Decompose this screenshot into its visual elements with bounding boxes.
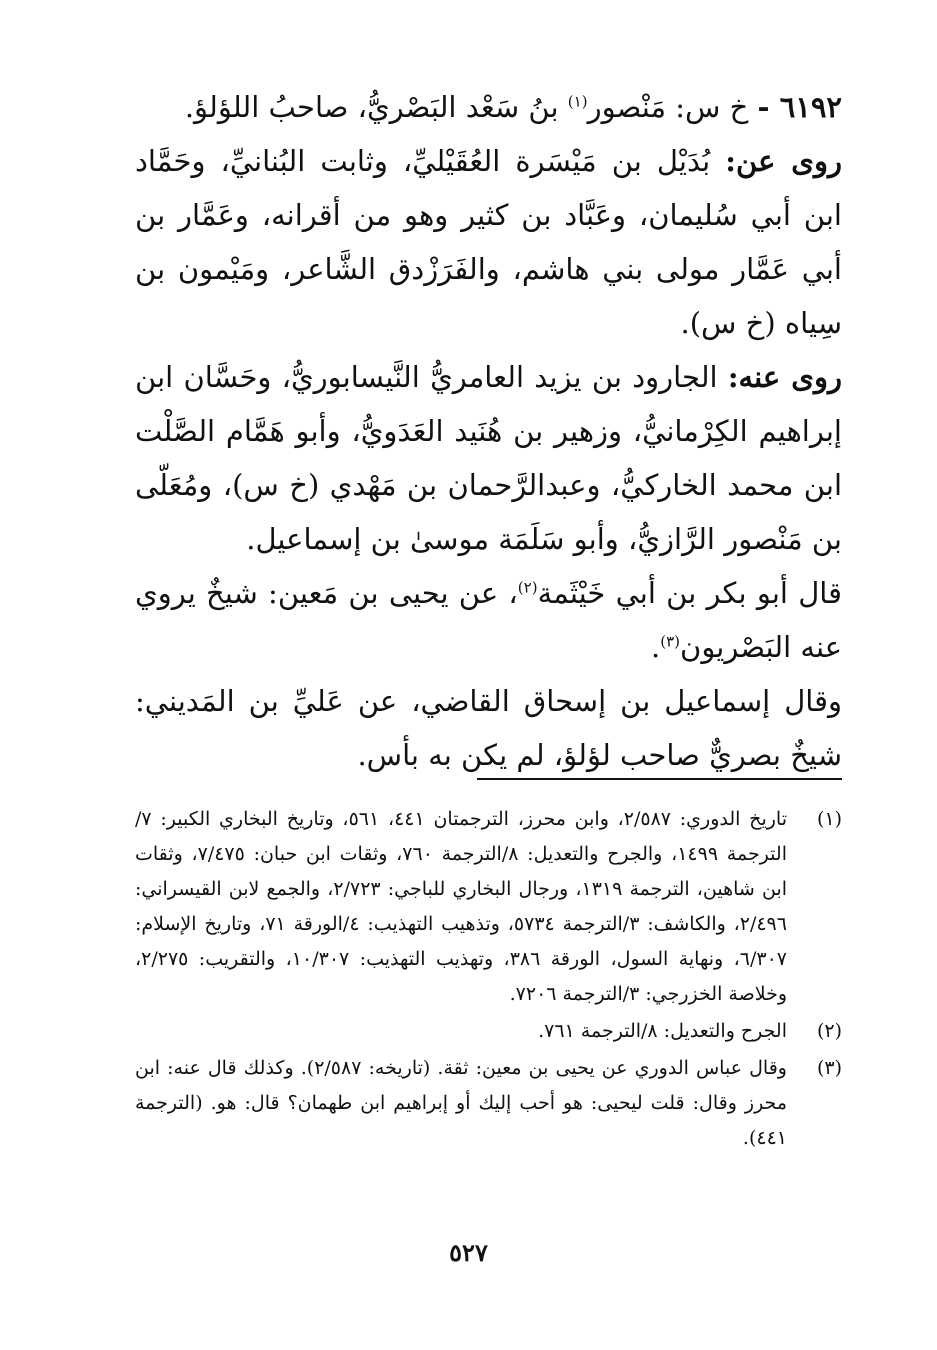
footnote-ref-2[interactable]: (٢) [517,578,538,597]
quote-paragraph-1 [135,566,842,674]
footnote-text: الجرح والتعديل: ٨/الترجمة ٧٦١. [538,1020,787,1042]
main-text [135,80,842,782]
footnote-2 [135,1014,842,1049]
narrated-from-lead: روى عن: [725,144,843,178]
quote1-part2: ، عن يحيى بن مَعين: شيخٌ يروي عنه البَصْريون [135,576,842,664]
narrated-by-lead: روى عنه: [727,360,842,394]
entry-heading [135,80,842,134]
quote1-part1: قال أبو بكر بن أبي خَيْثَمة [537,576,843,610]
footnote-ref-3[interactable]: (٣) [660,632,681,651]
footnote-text: تاريخ الدوري: ٢/٥٨٧، وابن محرز، الترجمتان ٤٤١، ٥٦١، وتاريخ البخاري الكبير: ٧/الترجمة ١٤٩٩، والجرح والتعديل: ٨/الترجمة ٧٦٠، وثقات ابن حبان: ٧/٤٧٥، وثقات ابن شاهين، الترجمة ١٣١٩، ورجال البخاري للباجي: ٢/٧٢٣، والجمع لابن القيسراني: ٢/٤٩٦، والكاشف: ٣/الترجمة ٥٧٣٤، وتذهيب التهذيب: ٤/الورقة ٧١، وتاريخ الإسلام: ٦/٣٠٧، ونهاية السول، الورقة ٣٨٦، وتهذيب التهذيب: ١٠/٣٠٧، والتقريب: ٢/٢٧٥، وخلاصة الخزرجي: ٣/الترجمة ٧٢٠٦. [135,808,788,1005]
footnote-number: (٣) [816,1057,842,1079]
footnote-number: (١) [816,808,842,830]
narrated-by-text: الجارود بن يزيد العامريُّ النَّيسابوريُّ، وحَسَّان ابن إبراهيم الكِرْمانيُّ، وزهير بن هُنَيد العَدَويُّ، وأبو هَمَّام الصَّلْت ابن محمد الخاركيُّ، وعبدالرَّحمان بن مَهْدي (خ س)، ومُعَلّى بن مَنْصور الرَّازيُّ، وأبو سَلَمَة موسىٰ بن إسماعيل. [135,360,842,556]
footnote-3 [135,1051,842,1156]
entry-heading-part1: خ س: مَنْصور [587,90,758,124]
quote1-part3: . [651,630,661,664]
quote-paragraph-2: وقال إسماعيل بن إسحاق القاضي، عن عَليِّ بن المَديني: شيخٌ بصريٌّ صاحب لؤلؤ، لم يكن به بأس. [135,684,842,772]
footnote-ref-1[interactable]: (١) [567,92,588,111]
footnote-number: (٢) [816,1020,842,1042]
footnote-text: وقال عباس الدوري عن يحيى بن معين: ثقة. (تاريخه: ٢/٥٨٧). وكذلك قال عنه: ابن محرز وقال: قلت ليحيى: هو أحب إليك أو إبراهيم ابن طهمان؟ قال: هو. (الترجمة ٤٤١). [135,1057,787,1149]
entry-number: ٦١٩٢ - [757,90,842,124]
narrated-by-paragraph [135,350,842,566]
entry-heading-part2: بنُ سَعْد البَصْريُّ، صاحبُ اللؤلؤ. [184,90,568,124]
narrated-from-paragraph [135,134,842,350]
narrated-from-text: بُدَيْل بن مَيْسَرة العُقَيْليِّ، وثابت البُنانيِّ، وحَمَّاد ابن أبي سُليمان، وعَبَّاد بن كثير وهو من أقرانه، وعَمَّار بن أبي عَمَّار مولى بني هاشم، والفَرَزْدق الشَّاعر، ومَيْمون بن سِياه (خ س). [135,144,842,340]
footnote-1 [135,802,842,1012]
page-number: ٥٢٧ [449,1238,488,1267]
footnote-divider [477,778,842,780]
footnotes [135,802,842,1158]
